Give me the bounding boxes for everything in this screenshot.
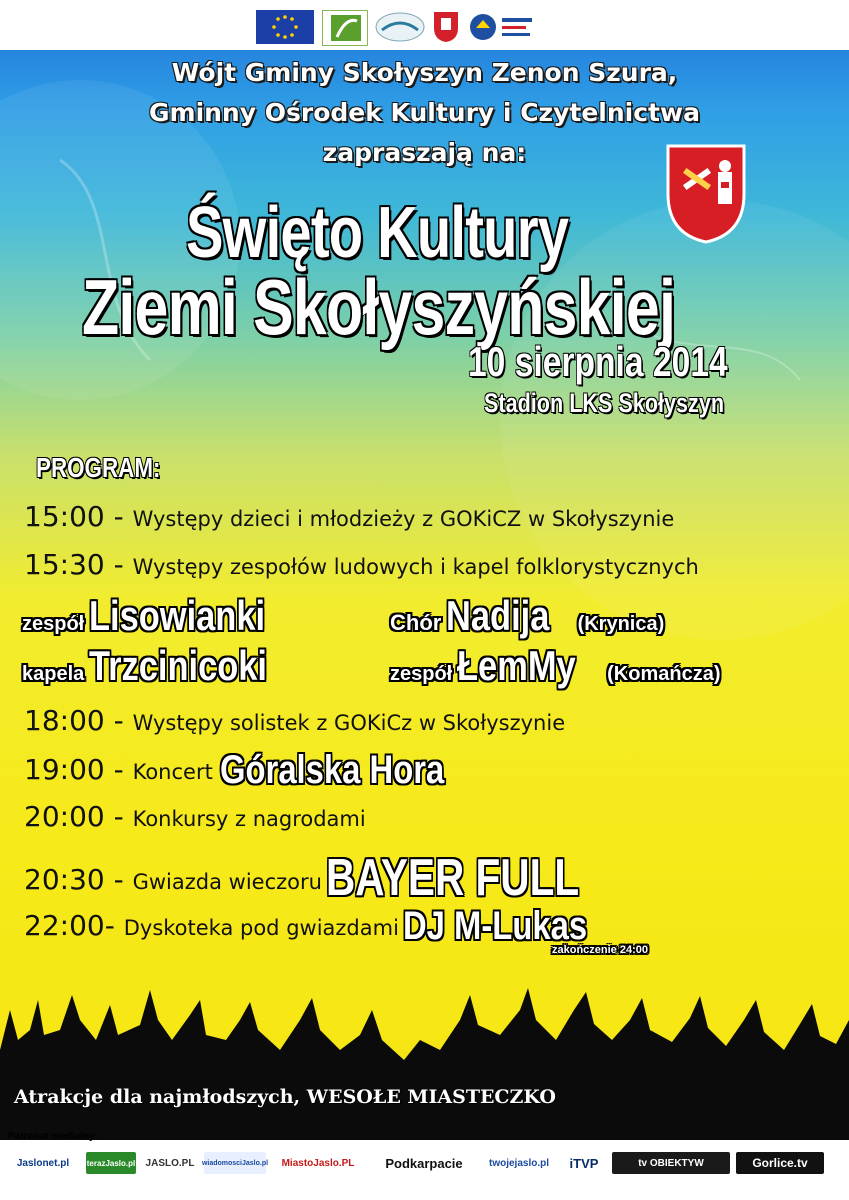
program-item-1: 15:00 - Występy dzieci i młodzieży z GOKiCZ w Skołyszynie bbox=[24, 500, 675, 533]
attractions-text: Atrakcje dla najmłodszych, WESOŁE MIASTECZKO bbox=[14, 1086, 556, 1108]
program-time: 18:00 bbox=[24, 704, 105, 737]
program-highlight: DJ M-Lukas bbox=[402, 904, 588, 948]
media-logo-twojejaslo: twojejaslo.pl bbox=[488, 1157, 549, 1169]
patronat-label: Patronat medialny: bbox=[8, 1131, 99, 1142]
media-logo-podkarpacie: Podkarpacie bbox=[385, 1155, 463, 1171]
band-prefix: zespół bbox=[390, 663, 453, 685]
band-origin: (Komańcza) bbox=[607, 663, 721, 685]
program-text: Dyskoteka pod gwiazdami bbox=[123, 916, 399, 940]
band-prefix: Chór bbox=[390, 610, 442, 635]
leader-logo-icon bbox=[322, 10, 368, 46]
band-trzcinicoki bbox=[22, 642, 306, 690]
band-prefix: kapela bbox=[22, 663, 85, 685]
organizer-line-1: Wójt Gminy Skołyszyn Zenon Szura, bbox=[171, 58, 678, 87]
program-text: Koncert bbox=[132, 760, 220, 784]
event-date: 10 sierpnia 2014 bbox=[468, 338, 728, 385]
media-logo-tv-obiektyw: tv OBIEKTYW bbox=[612, 1152, 730, 1174]
event-title-line-1: Święto Kultury bbox=[186, 193, 569, 273]
region-logo-icon bbox=[374, 10, 426, 44]
program-highlight: Góralska Hora bbox=[219, 748, 444, 792]
program-item-2: 15:30 - Występy zespołów ludowych i kapel folklorystycznych bbox=[24, 548, 699, 581]
program-text: Występy zespołów ludowych i kapel folklorystycznych bbox=[132, 555, 699, 579]
media-logo-wiadomosci: wiadomosciJaslo.pl bbox=[204, 1152, 266, 1174]
media-logo-itvp: iTVP bbox=[569, 1155, 599, 1171]
band-name: Lisowianki bbox=[89, 592, 266, 639]
program-highlight: BAYER FULL bbox=[325, 849, 580, 907]
event-venue: Stadion LKS Skołyszyn bbox=[484, 388, 725, 418]
program-time: 22:00 bbox=[24, 909, 105, 942]
program-text: Występy dzieci i młodzieży z GOKiCZ w Skołyszynie bbox=[132, 507, 675, 531]
program-time: 15:30 bbox=[24, 548, 105, 581]
program-time: 20:30 bbox=[24, 863, 105, 896]
program-text: Konkursy z nagrodami bbox=[132, 807, 366, 831]
logo-strip bbox=[0, 0, 849, 50]
media-logo-jaslo: JASLO.PL bbox=[145, 1157, 195, 1169]
program-heading: PROGRAM: bbox=[36, 452, 161, 483]
program-item-7: 22:00- Dyskoteka pod gwiazdami DJ M-Lukas bbox=[24, 904, 588, 948]
program-item-6: 20:30 - Gwiazda wieczoruBAYER FULL bbox=[24, 849, 580, 907]
invite-line: zapraszają na: bbox=[322, 138, 527, 167]
media-logo-terazjaslo: terazJaslo.pl bbox=[86, 1152, 136, 1174]
prow-logo-icon bbox=[466, 10, 536, 44]
coat-of-arms-icon bbox=[432, 10, 460, 44]
media-logo-gorlicetv: Gorlice.tv bbox=[736, 1152, 824, 1174]
program-text: Gwiazda wieczoru bbox=[132, 870, 322, 894]
band-name: Trzcinicoki bbox=[89, 642, 268, 689]
closing-time: zakończenie 24:00 bbox=[552, 944, 648, 956]
program-item-5: 20:00 - Konkursy z nagrodami bbox=[24, 800, 366, 833]
band-prefix: zespół bbox=[22, 613, 85, 635]
band-name: Nadija bbox=[446, 592, 550, 639]
program-item-4: 19:00 - Koncert Góralska Hora bbox=[24, 748, 444, 792]
skolyszyn-coat-of-arms-icon bbox=[664, 142, 748, 246]
program-time: 19:00 bbox=[24, 753, 105, 786]
band-nadija bbox=[390, 592, 664, 640]
eu-flag-icon bbox=[256, 10, 314, 44]
band-origin: (Krynica) bbox=[577, 613, 665, 635]
program-item-3: 18:00 - Występy solistek z GOKiCz w Skołyszynie bbox=[24, 704, 566, 737]
program-time: 15:00 bbox=[24, 500, 105, 533]
event-title-line-2: Ziemi Skołyszyńskiej bbox=[82, 263, 676, 351]
band-name: ŁemMy bbox=[457, 642, 577, 689]
crowd-silhouette bbox=[0, 980, 849, 1140]
program-text: Występy solistek z GOKiCz w Skołyszynie bbox=[132, 711, 566, 735]
band-lisowianki bbox=[22, 592, 304, 640]
media-logo-jaslonet: Jaslonet.pl bbox=[16, 1157, 70, 1169]
program-time: 20:00 bbox=[24, 800, 105, 833]
band-lemmy bbox=[390, 642, 721, 690]
media-logo-miastojaslo: MiastoJaslo.PL bbox=[281, 1157, 355, 1169]
organizer-line-2: Gminny Ośrodek Kultury i Czytelnictwa bbox=[149, 98, 700, 127]
